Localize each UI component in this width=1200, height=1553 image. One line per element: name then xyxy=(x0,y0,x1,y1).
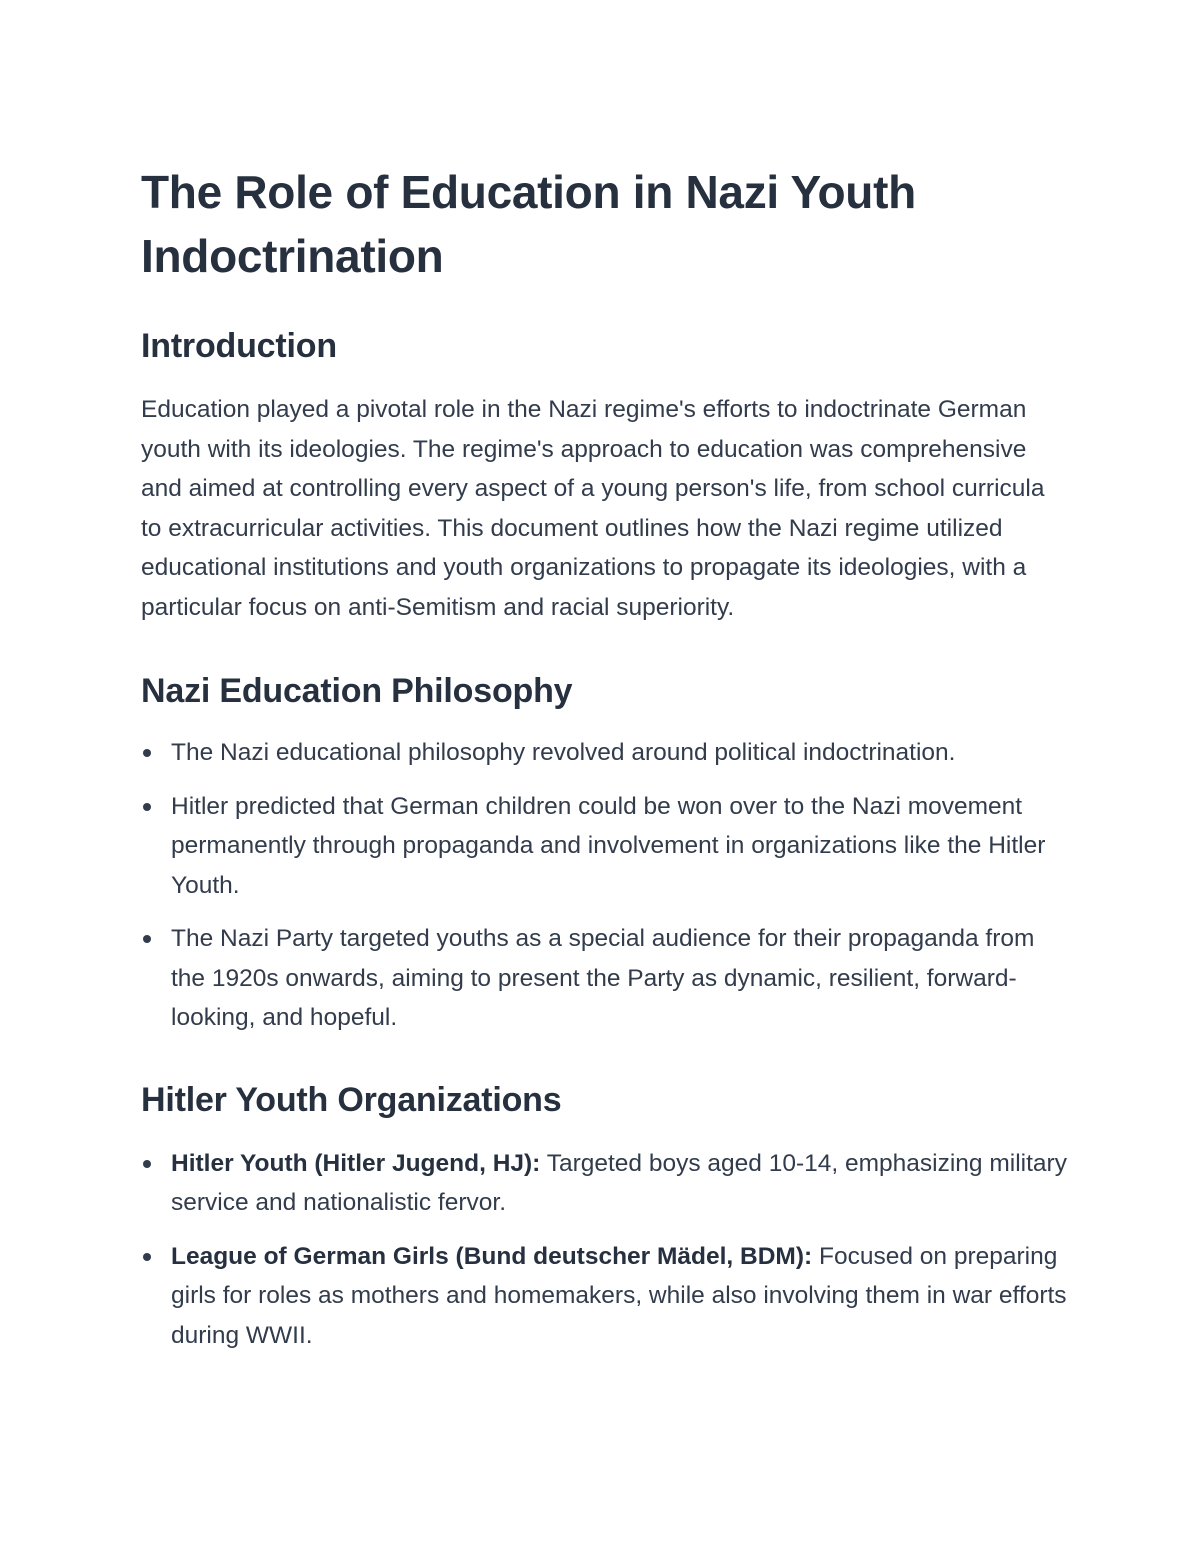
document-title: The Role of Education in Nazi Youth Indoctrination xyxy=(141,166,916,282)
bullet-icon xyxy=(143,803,151,811)
list-item-text: The Nazi Party targeted youths as a special audience for their propaganda from the 1920s onwards, aiming to present the Party as dynamic, resilient, forward-looking, and hopeful. xyxy=(171,925,1035,1031)
list-item xyxy=(141,1144,1071,1223)
list-item-text: Hitler predicted that German children could be won over to the Nazi movement permanently through propaganda and involvement in organizations like the Hitler Youth. xyxy=(171,792,1046,899)
list-item xyxy=(141,919,1071,1038)
introduction-heading: Introduction xyxy=(141,327,337,365)
list-item-term: League of German Girls (Bund deutscher Mädel, BDM): xyxy=(171,1242,813,1270)
philosophy-list xyxy=(141,733,1071,1038)
list-item-text: Focused on preparing girls for roles as mothers and homemakers, while also involving them in war efforts during WWII. xyxy=(171,1242,1067,1349)
organizations-heading: Hitler Youth Organizations xyxy=(141,1080,562,1119)
bullet-icon xyxy=(143,749,151,757)
introduction-paragraph: Education played a pivotal role in the Nazi regime's efforts to indoctrinate German youth with its ideologies. The regime's approach to education was comprehensive and aimed at controlling every aspect of a young person's life, from school curricula to extracurricular activities. This document outlines how the Nazi regime utilized educational institutions and youth organizations to propagate its ideologies, with a particular focus on anti-Semitism and racial superiority. xyxy=(141,396,1045,621)
list-item-text: Targeted boys aged 10-14, emphasizing military service and nationalistic fervor. xyxy=(171,1149,1067,1216)
bullet-icon xyxy=(143,1160,151,1168)
bullet-icon xyxy=(143,935,151,943)
list-item xyxy=(141,787,1071,906)
list-item-text: The Nazi educational philosophy revolved around political indoctrination. xyxy=(171,739,956,766)
list-item-term: Hitler Youth (Hitler Jugend, HJ): xyxy=(171,1149,541,1177)
bullet-icon xyxy=(143,1253,151,1261)
organizations-list xyxy=(141,1144,1071,1356)
list-item xyxy=(141,733,1071,773)
list-item xyxy=(141,1237,1071,1356)
document-page xyxy=(141,160,1071,1369)
philosophy-heading: Nazi Education Philosophy xyxy=(141,672,573,710)
